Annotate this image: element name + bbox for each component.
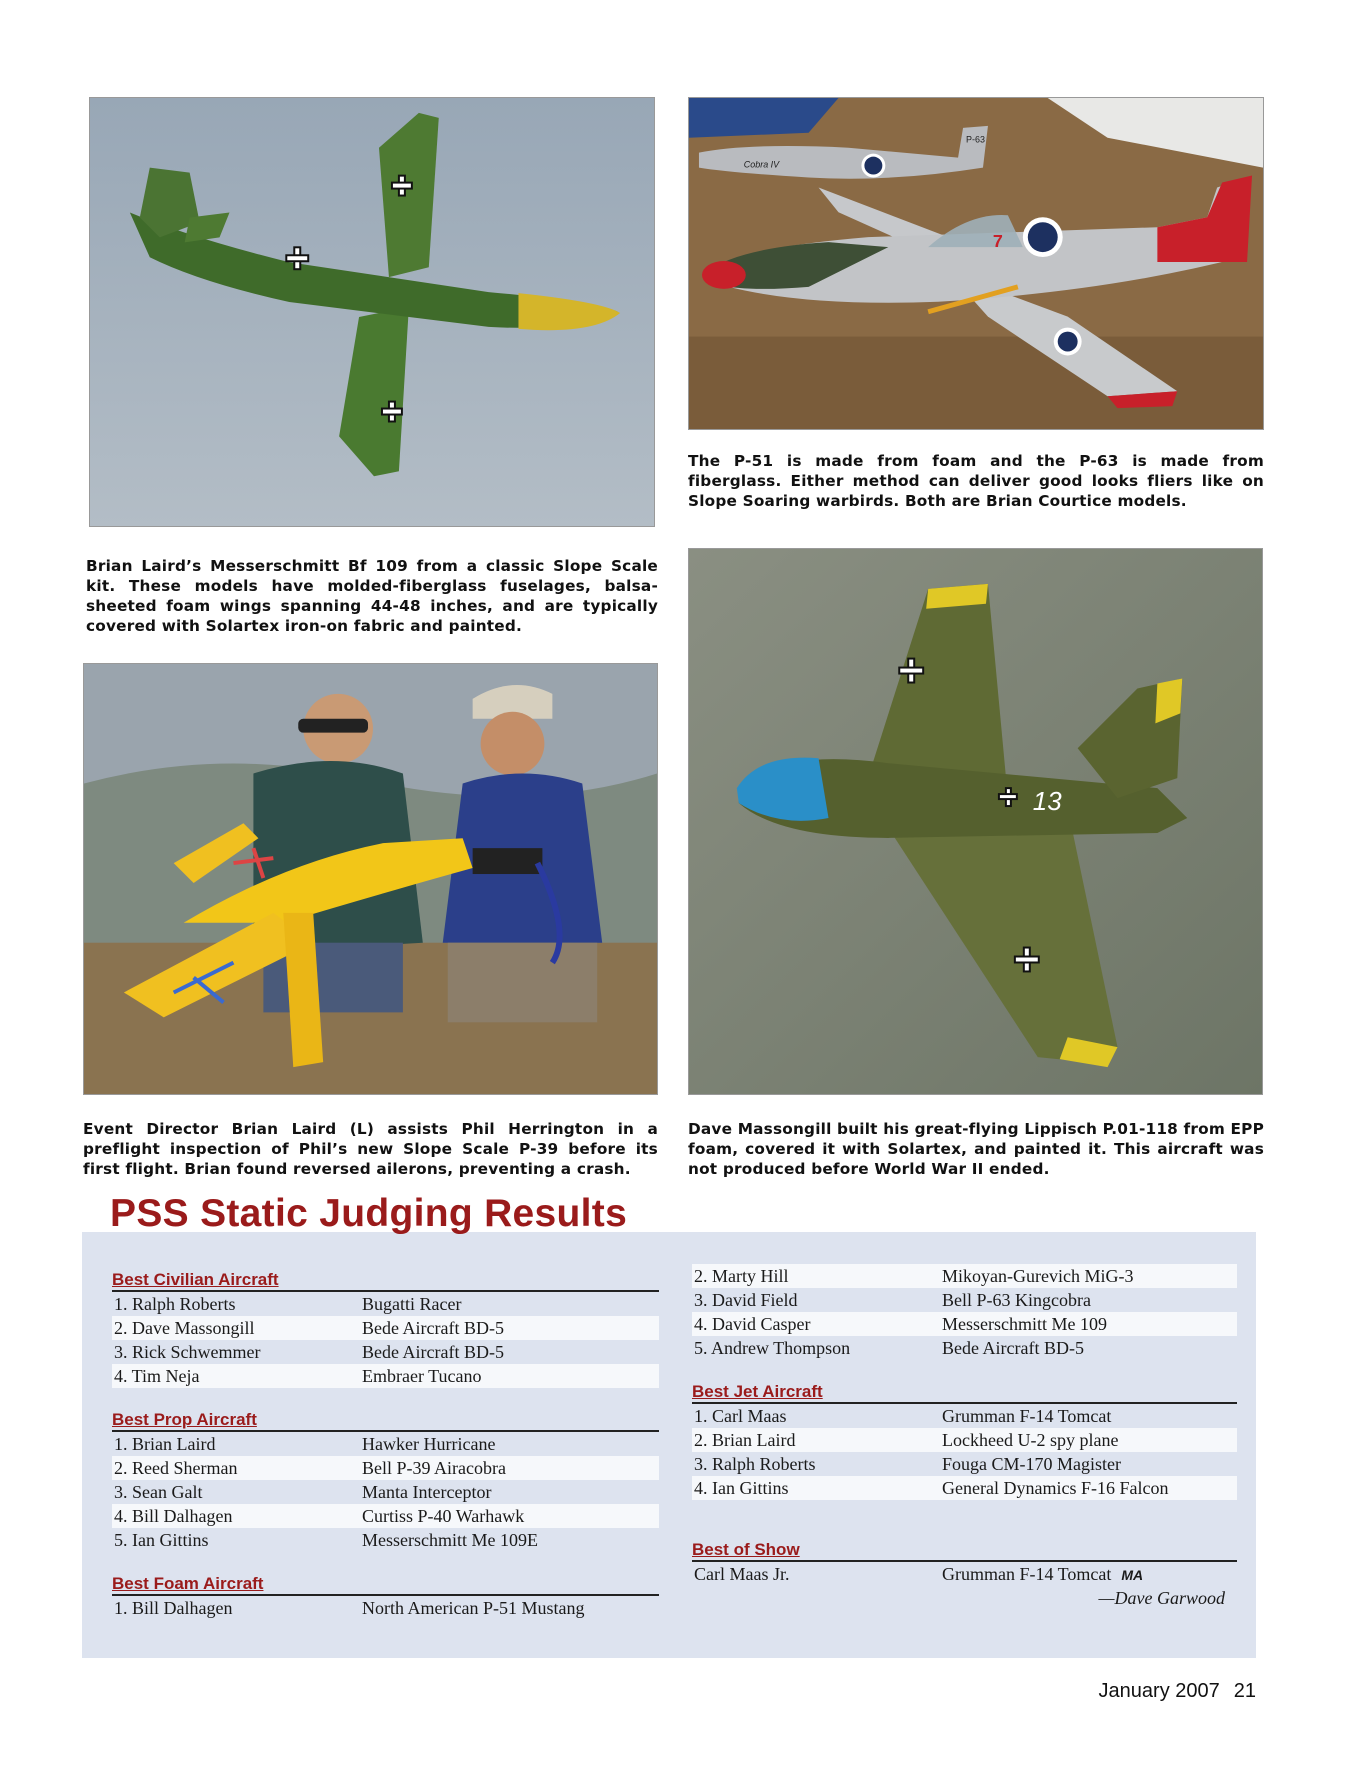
category-civilian: Best Civilian Aircraft: [112, 1270, 659, 1292]
table-row: 2. Brian Laird Lockheed U-2 spy plane: [692, 1428, 1237, 1452]
category-show: Best of Show: [692, 1540, 1237, 1562]
caption-lippisch: Dave Massongill built his great-flying Lippisch P.01-118 from EPP foam, covered it with Solartex, and painted it. This aircraft was not produced before World War II ended.: [688, 1120, 1264, 1178]
page-number: 21: [1233, 1680, 1256, 1702]
photo-lippisch: [688, 548, 1263, 1095]
table-row: 4. Tim Neja Embraer Tucano: [112, 1364, 659, 1388]
table-row: 1. Bill Dalhagen North American P-51 Mustang: [114, 1598, 585, 1618]
table-row: 2. Dave Massongill Bede Aircraft BD-5: [112, 1316, 659, 1340]
issue-date: January 2007: [1098, 1680, 1220, 1702]
table-row: 5. Andrew Thompson Bede Aircraft BD-5: [694, 1338, 1084, 1358]
results-title: PSS Static Judging Results: [110, 1192, 628, 1235]
author-credit: —Dave Garwood: [1098, 1588, 1225, 1608]
table-row: 1. Carl Maas Grumman F-14 Tomcat: [694, 1406, 1112, 1426]
caption-p51-p63: The P-51 is made from foam and the P-63 is made from fiberglass. Either method can deliver good looks fliers like on Slope Soaring warbirds. Both are Brian Courtice models.: [688, 452, 1264, 510]
table-row: 5. Ian Gittins Messerschmitt Me 109E: [114, 1530, 538, 1550]
p63-nose-marking: Cobra IV: [743, 159, 780, 170]
category-foam: Best Foam Aircraft: [112, 1574, 659, 1596]
category-jet: Best Jet Aircraft: [692, 1382, 1237, 1404]
table-row: 1. Brian Laird Hawker Hurricane: [114, 1434, 496, 1454]
caption-p39: Event Director Brian Laird (L) assists Phil Herrington in a preflight inspection of Phil’s new Slope Scale P-39 before its first flight. Brian found reversed ailerons, preventing a crash.: [83, 1120, 658, 1178]
photo-p51-p63: [688, 97, 1264, 430]
table-row: 1. Ralph Roberts Bugatti Racer: [114, 1294, 462, 1314]
table-row: 4. David Casper Messerschmitt Me 109: [692, 1312, 1237, 1336]
lippisch-number: 13: [1032, 788, 1062, 817]
p51-number: 7: [992, 231, 1003, 252]
photo-bf109: [89, 97, 655, 527]
results-left-column: [112, 1270, 659, 1620]
caption-bf109: Brian Laird’s Messerschmitt Bf 109 from a classic Slope Scale kit. These models have molded-fiberglass fuselages, balsa-sheeted foam wings spanning 44-48 inches, and are typically covered with Solartex iron-on fabric and painted.: [86, 557, 658, 635]
photo-p39-inspection: [83, 663, 658, 1095]
table-row: Carl Maas Jr. Grumman F-14 Tomcat MA: [694, 1564, 1144, 1584]
p63-tail-marking: P-63: [966, 134, 985, 145]
ma-logo: MA: [1121, 1567, 1144, 1583]
table-row: 3. Ralph Roberts Fouga CM-170 Magister: [694, 1454, 1121, 1474]
table-row: 4. Bill Dalhagen Curtiss P-40 Warhawk: [112, 1504, 659, 1528]
table-row: 3. Sean Galt Manta Interceptor: [114, 1482, 492, 1502]
table-row: 4. Ian Gittins General Dynamics F-16 Falcon: [692, 1476, 1237, 1500]
table-row: 2. Marty Hill Mikoyan-Gurevich MiG-3: [692, 1264, 1237, 1288]
table-row: 2. Reed Sherman Bell P-39 Airacobra: [112, 1456, 659, 1480]
category-prop: Best Prop Aircraft: [112, 1410, 659, 1432]
table-row: 3. David Field Bell P-63 Kingcobra: [694, 1290, 1091, 1310]
table-row: 3. Rick Schwemmer Bede Aircraft BD-5: [114, 1342, 504, 1362]
page-footer: [1099, 1680, 1256, 1703]
results-right-column: [692, 1264, 1237, 1610]
